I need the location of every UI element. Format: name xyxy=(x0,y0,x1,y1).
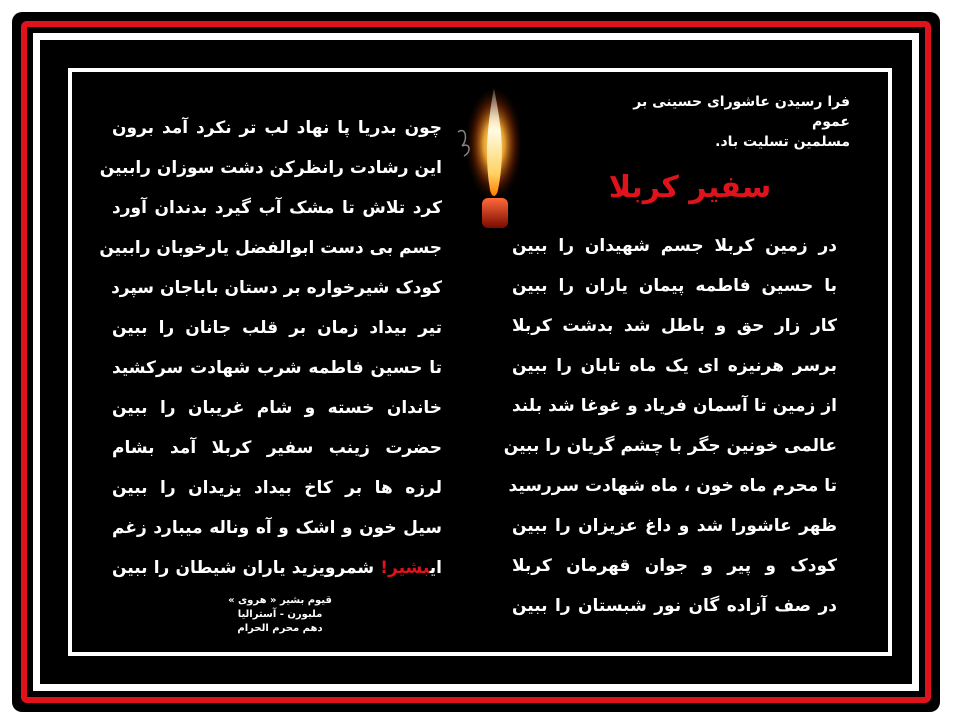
poem-line: این رشادت رانظرکن دشت سوزان راببین xyxy=(99,158,442,178)
poem-line: جسم بی دست ابوالفضل یارخوبان راببین xyxy=(99,238,442,258)
header-line-1: فرا رسیدن عاشورای حسینی بر عموم xyxy=(633,94,850,130)
poem-suffix: شمرویزید یاران شیطان را ببین xyxy=(112,558,381,578)
header-line-2: مسلمین تسلیت باد. xyxy=(715,134,850,150)
poem-line: تا محرم ماه خون ، ماه شهادت سررسید xyxy=(508,476,837,496)
poet-signature xyxy=(180,594,380,636)
poem-line: تا حسین فاطمه شرب شهادت سرکشید xyxy=(112,358,442,378)
poem-line: با حسین فاطمه پیمان یاران را ببین xyxy=(512,276,837,296)
poem-line: تیر بیداد زمان بر قلب جانان را ببین xyxy=(112,318,442,338)
signature-name: قیوم بشیر « هروی » xyxy=(228,595,332,606)
poem-line: سیل خون و اشک و آه وناله میبارد زغم xyxy=(112,518,442,538)
poem-left-column xyxy=(99,108,442,588)
poem-line: کار زار حق و باطل شد بدشت کربلا xyxy=(512,316,837,336)
poet-name: بشیر! xyxy=(380,558,430,578)
poem-line: در زمین کربلا جسم شهیدان را ببین xyxy=(512,236,837,256)
candle-image xyxy=(448,80,520,228)
poem-prefix: ای xyxy=(429,558,442,578)
poem-title: سفیر کربلا xyxy=(608,170,772,205)
poem-line: از زمین تا آسمان فریاد و غوغا شد بلند xyxy=(512,396,837,416)
poem-line: کودک شیرخواره بر دستان باباجان سپرد xyxy=(111,278,442,298)
signature-location: ملبورن - آسترالیا xyxy=(237,609,323,620)
poem-line: کودک و پیر و جوان قهرمان کربلا xyxy=(512,556,837,576)
candle-icon xyxy=(448,80,520,228)
poem-line: خاندان خسته و شام غریبان را ببین xyxy=(112,398,442,418)
poem-line: لرزه ها بر کاخ بیداد یزیدان را ببین xyxy=(112,478,442,498)
poem-right-column xyxy=(503,226,837,626)
poem-line: عالمی خونین جگر با چشم گریان را ببین xyxy=(503,436,837,456)
poem-line: حضرت زینب سفیر کربلا آمد بشام xyxy=(112,438,442,458)
signature-date: دهم محرم الحرام xyxy=(237,623,323,634)
poem-line: برسر هرنیزه ای یک ماه تابان را ببین xyxy=(512,356,837,376)
poem-line-signed xyxy=(112,548,442,588)
condolence-header xyxy=(610,92,850,152)
poem-line: ظهر عاشورا شد و داغ عزیزان را ببین xyxy=(512,516,837,536)
poem-line: چون بدریا پا نهاد لب تر نکرد آمد برون xyxy=(112,118,442,138)
poem-line: در صف آزاده گان نور شبستان را ببین xyxy=(512,596,837,616)
poem-line: کرد تلاش تا مشک آب گیرد بدندان آورد xyxy=(112,198,442,218)
